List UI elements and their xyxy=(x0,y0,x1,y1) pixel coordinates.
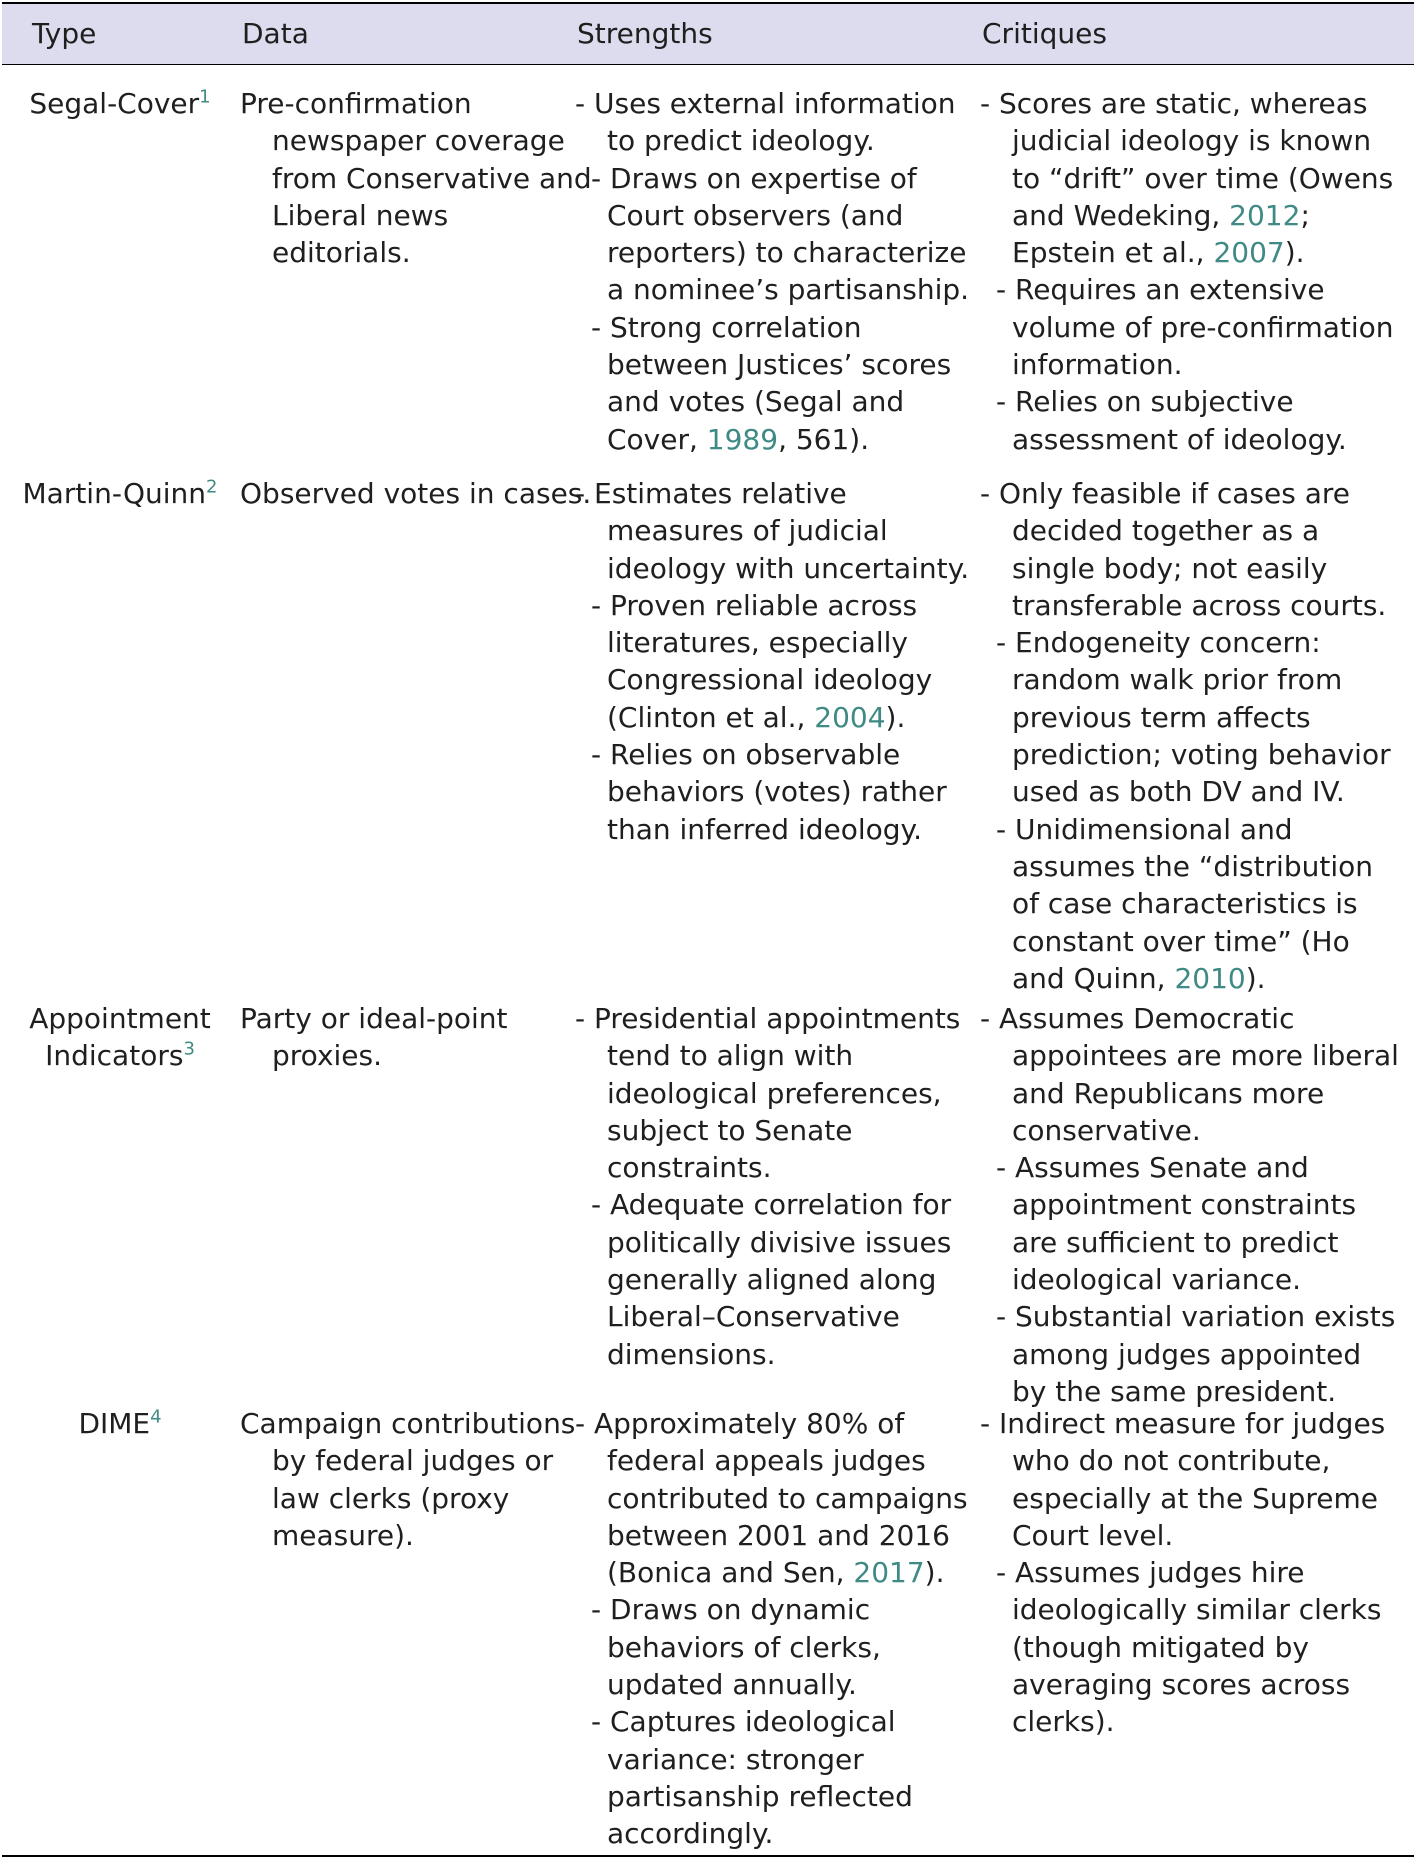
bullet-item xyxy=(980,475,1400,624)
footnote-ref[interactable]: 2 xyxy=(206,476,218,498)
citation-link[interactable]: 2012 xyxy=(1229,198,1301,232)
data-cell: Pre-confirmation newspaper coverage from Conservative and Liberal news editorials. xyxy=(240,87,592,270)
data-cell: Observed votes in cases. xyxy=(240,477,592,510)
bullet-text: - Proven reliable across literatures, especially Congressional ideology (Clinton et al., xyxy=(591,588,933,734)
type-cell xyxy=(20,1000,220,1075)
bullet-text: - Assumes Democratic appointees are more liberal and Republicans more conservative. xyxy=(980,1002,1399,1147)
bullet-item xyxy=(575,160,970,309)
bullet-text: - Approximately 80% of federal appeals judges contributed to campaigns between 2001 and 2016 (Bonica and Sen, xyxy=(575,1407,968,1590)
bullet-item xyxy=(980,1000,1400,1149)
bullet-text: ). xyxy=(924,1556,945,1590)
bullet-item xyxy=(575,736,970,848)
bullet-item xyxy=(575,1703,970,1852)
bullet-item xyxy=(575,1405,970,1591)
bullet-text: - Endogeneity concern: random walk prior from previous term affects prediction; voting behavior used as both DV and IV. xyxy=(996,626,1391,809)
bullet-text: - Only feasible if cases are decided together as a single body; not easily transferable across courts. xyxy=(980,477,1387,622)
citation-link[interactable]: 2004 xyxy=(814,700,886,734)
critiques-cell xyxy=(980,85,1400,458)
bullet-text: - Relies on subjective assessment of ideology. xyxy=(996,385,1347,456)
bullet-text: ). xyxy=(1284,236,1305,270)
column-header-type: Type xyxy=(32,17,97,50)
bullet-text: ; Epstein et al., xyxy=(1012,198,1310,270)
type-label: Martin-Quinn xyxy=(22,477,207,510)
type-label: Appointment Indicators xyxy=(29,1002,211,1073)
type-label: Segal-Cover xyxy=(29,87,200,120)
bullet-text: - Indirect measure for judges who do not contribute, especially at the Supreme Court level. xyxy=(980,1407,1386,1552)
bullet-text: - Draws on expertise of Court observers (and reporters) to characterize a nominee’s partisanship. xyxy=(591,161,970,307)
bullet-item xyxy=(575,309,970,458)
bullet-text: - Substantial variation exists among judges appointed by the same president. xyxy=(996,1300,1396,1408)
type-cell xyxy=(20,1405,220,1442)
citation-link[interactable]: 2007 xyxy=(1213,236,1285,270)
critiques-cell xyxy=(980,1405,1400,1741)
table-header xyxy=(2,4,1414,65)
citation-link[interactable]: 1989 xyxy=(706,422,779,456)
bullet-text: , 561). xyxy=(778,422,870,456)
bullet-text: - Adequate correlation for politically divisive issues generally aligned along Liberal–Conservative dimensions. xyxy=(591,1188,952,1371)
bullet-item xyxy=(575,475,970,587)
column-header-critiques: Critiques xyxy=(982,17,1107,50)
critiques-cell xyxy=(980,475,1400,997)
bullet-text: ). xyxy=(1245,961,1266,995)
bullet-text: - Estimates relative measures of judicial ideology with uncertainty. xyxy=(575,477,970,585)
footnote-ref[interactable]: 3 xyxy=(183,1038,195,1060)
bullet-item xyxy=(575,587,970,736)
bullet-item xyxy=(575,1186,970,1372)
footnote-ref[interactable]: 1 xyxy=(199,86,211,108)
bullet-text: - Scores are static, whereas judicial ideology is known to “drift” over time (Owens and Wedeking, xyxy=(980,87,1394,232)
critiques-cell xyxy=(980,1000,1400,1410)
column-header-data: Data xyxy=(242,17,309,50)
bullet-text: - Draws on dynamic behaviors of clerks, updated annually. xyxy=(591,1593,881,1702)
bullet-item xyxy=(980,1554,1400,1740)
bullet-item xyxy=(980,271,1400,383)
strengths-cell xyxy=(575,1405,970,1853)
strengths-cell xyxy=(575,1000,970,1373)
strengths-cell xyxy=(575,475,970,848)
bullet-text: - Strong correlation between Justices’ scores and votes (Segal and Cover, xyxy=(591,310,952,456)
bullet-text: - Presidential appointments tend to align with ideological preferences, subject to Senate constraints. xyxy=(575,1002,961,1185)
data-cell: Campaign contributions by federal judges or law clerks (proxy measure). xyxy=(240,1407,576,1552)
bullet-text: - Assumes judges hire ideologically similar clerks (though mitigated by averaging scores across clerks). xyxy=(996,1556,1382,1739)
bullet-item xyxy=(980,85,1400,271)
bullet-item xyxy=(575,85,970,160)
type-cell xyxy=(20,475,220,512)
bullet-text: - Assumes Senate and appointment constraints are sufficient to predict ideological variance. xyxy=(996,1151,1357,1297)
bullet-item xyxy=(980,383,1400,458)
bullet-item xyxy=(980,1298,1400,1410)
bullet-item xyxy=(980,1149,1400,1298)
bullet-item xyxy=(575,1000,970,1186)
bullet-text: - Unidimensional and assumes the “distribution of case characteristics is constant over time” (Ho and Quinn, xyxy=(996,812,1373,995)
type-label: DIME xyxy=(78,1407,151,1440)
type-cell xyxy=(20,85,220,122)
column-header-strengths: Strengths xyxy=(577,17,713,50)
bullet-item xyxy=(980,811,1400,997)
table-bottom-rule xyxy=(2,1855,1414,1857)
bullet-text: ). xyxy=(885,700,906,734)
strengths-cell xyxy=(575,85,970,458)
bullet-item xyxy=(575,1591,970,1703)
footnote-ref[interactable]: 4 xyxy=(150,1406,162,1428)
bullet-text: - Uses external information to predict ideology. xyxy=(575,87,956,158)
data-cell: Party or ideal-point proxies. xyxy=(240,1002,508,1073)
bullet-item xyxy=(980,624,1400,810)
citation-link[interactable]: 2017 xyxy=(853,1556,925,1590)
bullet-text: - Requires an extensive volume of pre-confirmation information. xyxy=(996,273,1394,382)
bullet-item xyxy=(980,1405,1400,1554)
bullet-text: - Captures ideological variance: stronger partisanship reflected accordingly. xyxy=(591,1705,913,1851)
bullet-text: - Relies on observable behaviors (votes) rather than inferred ideology. xyxy=(591,738,947,846)
citation-link[interactable]: 2010 xyxy=(1174,961,1246,995)
